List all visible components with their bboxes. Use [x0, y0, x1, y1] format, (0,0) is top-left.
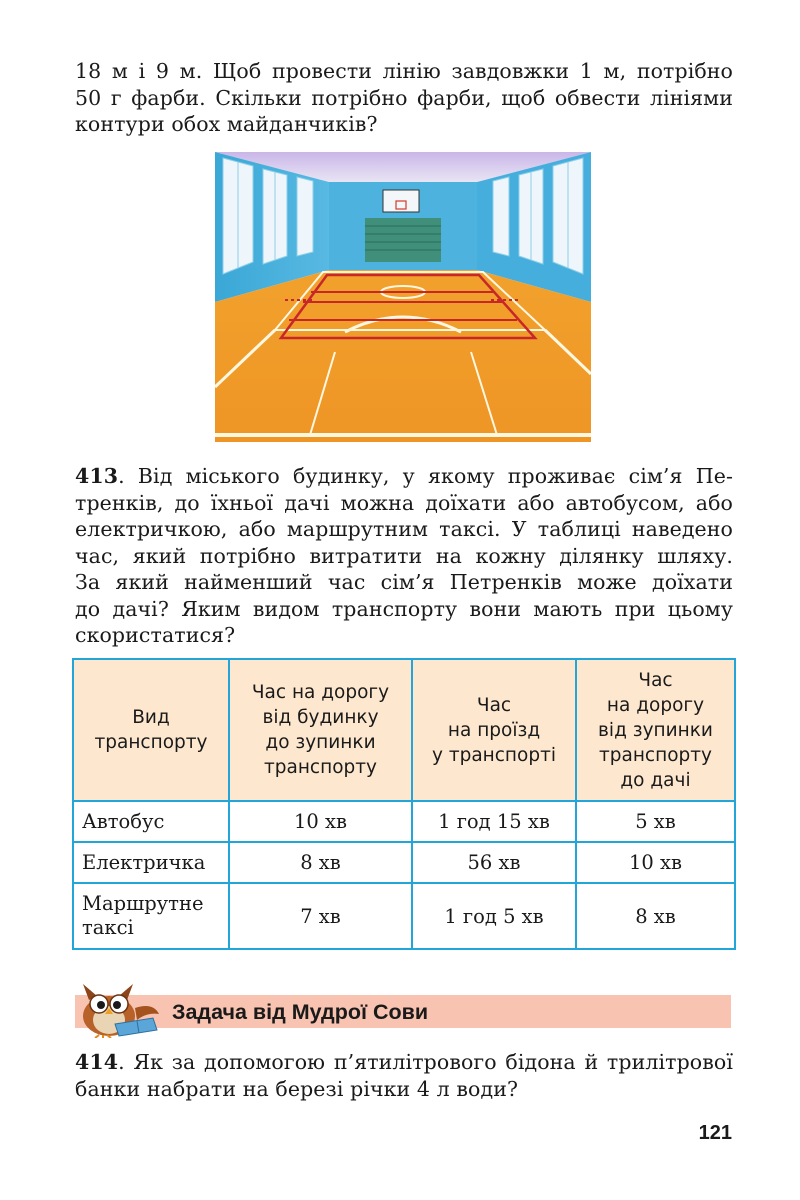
cell-ride: 1 год 15 хв [412, 801, 576, 842]
problem-line: до дачі? Яким видом транспорту вони мають при цьому [75, 596, 733, 621]
problem-413 [75, 463, 733, 649]
cell-transport: Автобус [73, 801, 229, 842]
problem-number: 413 [75, 464, 119, 488]
header-ride-time: Час на проїзд у транспорті [412, 659, 576, 801]
problem-line: За який найменший час сім’я Петренків може доїхати [75, 570, 733, 594]
cell-to-stop: 10 хв [229, 801, 412, 842]
problem-line: банки набрати на березі річки 4 л води? [75, 1076, 519, 1101]
owl-icon [75, 980, 165, 1038]
cell-transport: Електричка [73, 842, 229, 883]
header-transport-type: Вид транспорту [73, 659, 229, 801]
owl-section-banner [75, 995, 731, 1028]
problem-number: 414 [75, 1050, 119, 1074]
cell-transport: Маршрутне таксі [73, 883, 229, 949]
problem-line: 413. Від міського будинку, у якому проживає сім’я Пе- [75, 464, 733, 488]
problem-line: електричкою, або маршрутним таксі. У таблиці наведено [75, 517, 733, 541]
cell-to-dacha: 8 хв [576, 883, 735, 949]
cell-to-dacha: 10 хв [576, 842, 735, 883]
table-row [73, 801, 735, 842]
header-time-to-stop: Час на дорогу від будинку до зупинки транспорту [229, 659, 412, 801]
cell-to-stop: 8 хв [229, 842, 412, 883]
problem-line: тренків, до їхньої дачі можна доїхати або автобусом, або [75, 490, 733, 515]
cell-to-dacha: 5 хв [576, 801, 735, 842]
table-header-row [73, 659, 735, 801]
problem-line: скористатися? [75, 623, 236, 647]
intro-line: 18 м і 9 м. Щоб провести лінію завдовжки 1 м, потрібно [75, 59, 733, 83]
transport-time-table [72, 658, 736, 950]
intro-line: 50 г фарби. Скільки потрібно фарби, щоб обвести лініями [75, 85, 733, 110]
header-time-to-dacha: Час на дорогу від зупинки транспорту до дачі [576, 659, 735, 801]
page-number: 121 [698, 1122, 732, 1144]
problem-line: час, який потрібно витратити на кожну ділянку шляху. [75, 543, 733, 568]
intro-line: контури обох майданчиків? [75, 112, 378, 136]
intro-paragraph [75, 58, 733, 138]
problem-line: 414. Як за допомогою п’ятилітрового бідона й трилітрової [75, 1050, 733, 1074]
table-row [73, 883, 735, 949]
owl-section-title: Задача від Мудрої Сови [172, 1000, 429, 1024]
gym-court-image [215, 152, 591, 442]
cell-ride: 56 хв [412, 842, 576, 883]
table-row [73, 842, 735, 883]
cell-to-stop: 7 хв [229, 883, 412, 949]
cell-ride: 1 год 5 хв [412, 883, 576, 949]
problem-414 [75, 1049, 733, 1102]
